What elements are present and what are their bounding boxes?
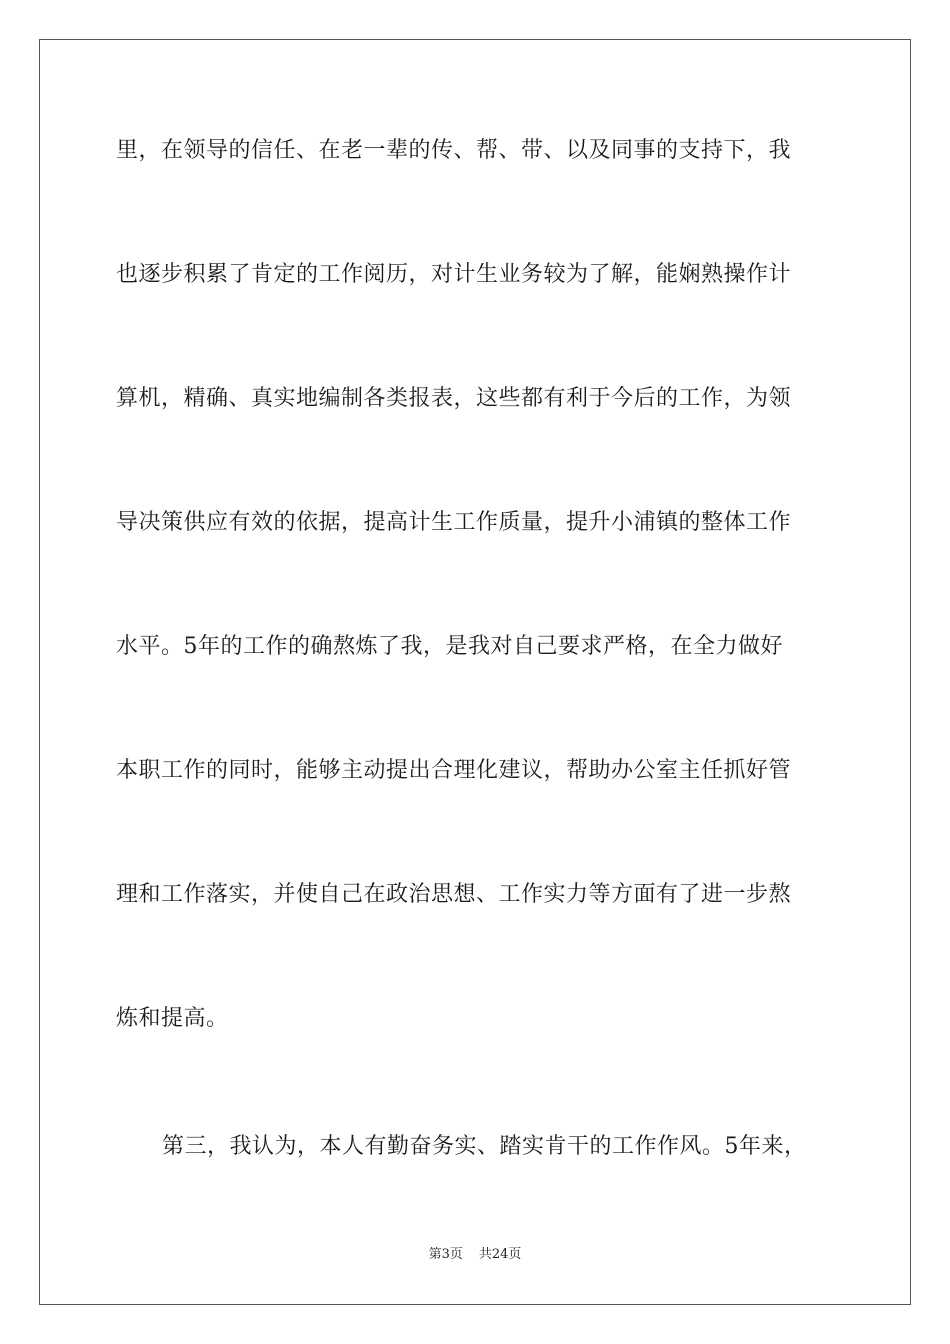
body-text-line-3: 算机，精确、真实地编制各类报表，这些都有利于今后的工作，为领 xyxy=(116,386,792,411)
body-text-line-1: 里，在领导的信任、在老一辈的传、帮、带、以及同事的支持下，我 xyxy=(116,138,792,163)
page-number: 第3页 xyxy=(428,1247,463,1262)
page-footer xyxy=(0,1246,950,1264)
body-text-line-2: 也逐步积累了肯定的工作阅历，对计生业务较为了解，能娴熟操作计 xyxy=(116,262,792,287)
paragraph-start-line: 第三，我认为，本人有勤奋务实、踏实肯干的工作作风。5年来， xyxy=(162,1134,807,1159)
body-text-line-6: 本职工作的同时，能够主动提出合理化建议，帮助办公室主任抓好管 xyxy=(116,758,792,783)
page-border xyxy=(39,39,911,1305)
body-text-line-5: 水平。5年的工作的确熬炼了我，是我对自己要求严格，在全力做好 xyxy=(116,634,783,659)
page-total: 共24页 xyxy=(478,1247,522,1262)
body-text-line-4: 导决策供应有效的依据，提高计生工作质量，提升小浦镇的整体工作 xyxy=(116,510,792,535)
body-text-line-7: 理和工作落实，并使自己在政治思想、工作实力等方面有了进一步熬 xyxy=(116,882,792,907)
body-text-line-8: 炼和提高。 xyxy=(116,1006,229,1031)
